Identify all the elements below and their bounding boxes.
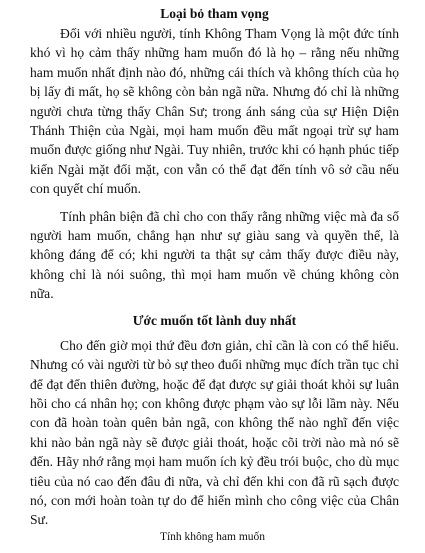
paragraph: Tính phân biện đã chỉ cho con thấy rằng những việc mà đa số người ham muốn, chẳng hạn như sự giàu sang và quyền thế, là không đáng để có; khi người ta thật sự cảm thấy được điều này, không chỉ là nói suông, thì mọi ham muốn về chúng không còn nữa.	[30, 208, 399, 302]
paragraph: Cho đến giờ mọi thứ đều đơn giản, chỉ cần là con có thể hiểu. Nhưng có vài người từ bỏ sự theo đuổi những mục đích trần tục chỉ để đạt đến thiên đường, hoặc để đạt được sự giải thoát khỏi sự luân hồi cho cá nhân họ; con không được phạm vào sự lỗi lầm này. Nếu con đã hoàn toàn quên bản ngã, con không thể nào nghĩ đến việc khi nào bản ngã này sẽ được giải thoát, hoặc cõi trời nào mà nó sẽ đến. Hãy nhớ rằng mọi ham muốn ích kỷ đều trói buộc, cho dù mục tiêu của nó cao đến đâu đi nữa, và chỉ đến khi con đã rũ sạch được nó, con mới hoàn toàn tự do để hiến mình cho công việc của Chân Sư.	[30, 337, 399, 528]
paragraph: Đối với nhiều người, tính Không Tham Vọng là một đức tính khó vì họ cảm thấy những ham muốn đó là họ – rằng nếu những ham muốn nhất định nào đó, những cái thích và không thích của họ bị lấy đi mất, họ sẽ không còn bản ngã nữa. Nhưng đó chỉ là những người chưa từng thấy Chân Sư; trong ánh sáng của sự Hiện Diện Thánh Thiện của Ngài, mọi ham muốn đều mất ngoại trừ sự ham muốn được giống như Ngài. Tuy nhiên, trước khi có hạnh phúc tiếp kiến Ngài mặt đối mặt, con vẫn có thể đạt đến tính vô sở cầu nếu con quyết chí muốn.	[30, 26, 399, 197]
section-heading-good-wish: Ước muốn tốt lành duy nhất	[132, 312, 297, 328]
running-footer: Tính không ham muốn	[159, 531, 266, 543]
section-heading-ambition: Loại bỏ tham vọng	[160, 6, 269, 21]
